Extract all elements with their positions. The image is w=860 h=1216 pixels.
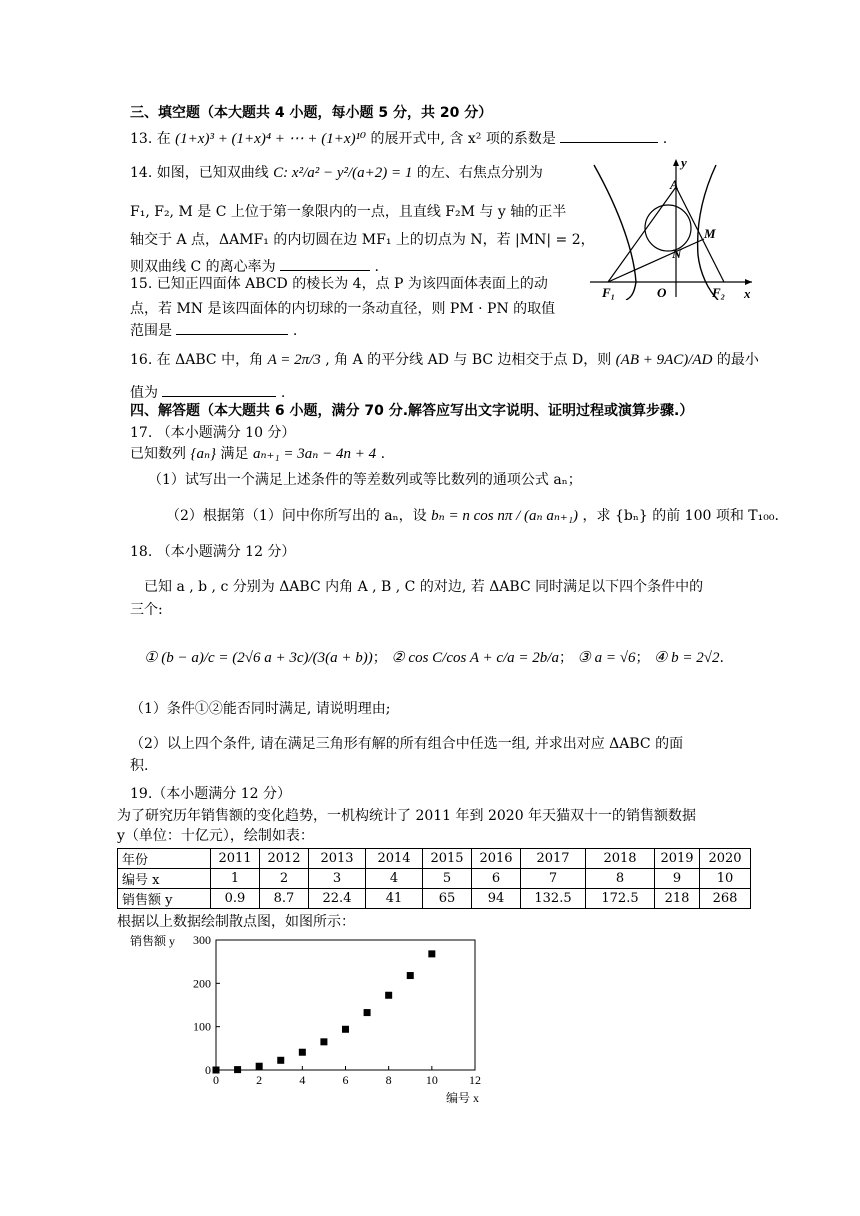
table-cell: 2019: [655, 849, 700, 869]
data-point: [428, 950, 435, 957]
q16-end: .: [280, 385, 286, 401]
q17-sequence: {aₙ}: [190, 446, 217, 462]
y-axis-label: 销售额 y: [130, 934, 176, 948]
question-18-stem1: 已知 a , b , c 分别为 ΔABC 内角 A , B , C 的对边, 若 ΔABC 同时满足以下四个条件中的: [144, 579, 704, 595]
q16-answer-blank[interactable]: [162, 382, 276, 397]
table-cell: 41: [366, 889, 423, 909]
table-cell: 2012: [260, 849, 309, 869]
table-cell: 6: [472, 869, 521, 889]
label-o: O: [657, 285, 667, 300]
q17-part2-suffix: ，求 {bₙ} 的前 100 项和 T₁₀₀.: [582, 508, 779, 524]
question-18-stem2: 三个:: [130, 602, 163, 618]
table-cell: 172.5: [586, 889, 655, 909]
segment-f1-a: [608, 187, 676, 282]
table-cell: 2016: [472, 849, 521, 869]
hyperbola-left-branch: [594, 165, 636, 300]
q17-bn-definition: bₙ = n cos nπ / (aₙ aₙ₊₁): [431, 508, 579, 524]
q15-end: .: [292, 323, 298, 339]
q14-hyperbola-equation: C: x²/a² − y²/(a+2) = 1: [273, 165, 413, 181]
table-cell: 编号 x: [118, 869, 211, 889]
x-tick-label: 2: [256, 1073, 263, 1087]
table-cell: 132.5: [521, 889, 586, 909]
y-tick-label: 100: [193, 1019, 211, 1034]
question-19-stem1: 为了研究历年销售额的变化趋势，一机构统计了 2011 年到 2020 年天猫双十一的销售额数据: [117, 808, 697, 824]
table-row: [118, 849, 751, 869]
table-cell: 22.4: [309, 889, 366, 909]
condition-end: .: [719, 650, 724, 666]
question-15-line3: [130, 320, 297, 341]
segment-f1-m: [608, 239, 704, 282]
question-15-line1: 15. 已知正四面体 ABCD 的棱长为 4，点 P 为该四面体表面上的动: [130, 276, 548, 292]
data-point: [256, 1063, 263, 1070]
question-18-part2-line1: （2）以上四个条件, 请在满足三角形有解的所有组合中任选一组, 并求出对应 ΔABC 的面: [130, 736, 684, 752]
table-cell: 2017: [521, 849, 586, 869]
data-point: [342, 1026, 349, 1033]
x-tick-label: 10: [425, 1073, 438, 1087]
table-cell: 4: [366, 869, 423, 889]
question-15-line2: 点，若 MN 是该四面体的内切球的一条动直径，则 PM · PN 的取值: [130, 301, 556, 317]
question-17-part1: （1）试写出一个满足上述条件的等差数列或等比数列的通项公式 aₙ；: [148, 472, 582, 488]
table-cell: 268: [700, 889, 751, 909]
q16-prefix: 16. 在 ΔABC 中，角: [130, 352, 264, 368]
q17-stem-mid: 满足: [220, 446, 249, 462]
q17-stem-end: .: [380, 446, 386, 462]
q13-answer-blank[interactable]: [560, 128, 658, 143]
scatter-chart: [120, 930, 500, 1110]
q13-expression: (1+x)³ + (1+x)⁴ + ⋯ + (1+x)¹⁰: [175, 131, 367, 147]
q16-mid: , 角 A 的平分线 AD 与 BC 边相交于点 D，则: [325, 352, 612, 368]
sales-table: [117, 848, 751, 909]
condition-separator-2: ；: [558, 650, 573, 666]
condition-3: ③ a = √6: [577, 650, 636, 666]
x-tick-label: 6: [342, 1073, 349, 1087]
table-cell: 2014: [366, 849, 423, 869]
condition-separator-3: ；: [635, 650, 650, 666]
table-cell: 218: [655, 889, 700, 909]
label-m: M: [704, 226, 716, 241]
data-point: [277, 1057, 284, 1064]
table-cell: 3: [309, 869, 366, 889]
question-14-line1: [130, 163, 543, 183]
q16-angle: A = 2π/3: [267, 352, 321, 368]
table-cell: 9: [655, 869, 700, 889]
q16-prefix-line2: 值为: [130, 385, 158, 401]
table-row: [118, 869, 751, 889]
table-cell: 8.7: [260, 889, 309, 909]
label-f1: F₁: [602, 285, 616, 300]
q13-end: .: [662, 131, 668, 147]
question-16-line2: [130, 382, 285, 403]
x-tick-label: 8: [385, 1073, 392, 1087]
q17-stem-prefix: 已知数列: [130, 446, 186, 462]
question-14-line3: 轴交于 A 点，ΔAMF₁ 的内切圆在边 MF₁ 上的切点为 N，若 |MN| = 2，: [130, 232, 595, 248]
q15-prefix: 范围是: [130, 323, 172, 339]
y-tick-label: 200: [193, 976, 211, 991]
table-cell: 2015: [423, 849, 472, 869]
x-tick-label: 4: [299, 1073, 306, 1087]
table-cell: 8: [586, 869, 655, 889]
table-cell: 2013: [309, 849, 366, 869]
label-a: A: [670, 177, 679, 192]
question-18-title: 18. （本小题满分 12 分）: [130, 544, 296, 560]
data-point: [407, 972, 414, 979]
data-point: [213, 1067, 220, 1074]
table-cell: 65: [423, 889, 472, 909]
q17-part2-prefix: （2）根据第（1）问中你所写出的 aₙ，设: [166, 508, 427, 524]
question-19-stem2: y（单位：十亿元），绘制如表：: [117, 828, 314, 844]
table-cell: 年份: [118, 849, 211, 869]
q14-answer-blank[interactable]: [280, 256, 370, 271]
q14-prefix-line4: 则双曲线 C 的离心率为: [130, 259, 276, 275]
condition-separator-1: ；: [372, 650, 387, 666]
table-cell: 2018: [586, 849, 655, 869]
question-17-part2: [166, 506, 779, 526]
q14-end: .: [374, 259, 379, 275]
table-cell: 94: [472, 889, 521, 909]
question-14-line2: F₁, F₂, M 是 C 上位于第一象限内的一点，且直线 F₂M 与 y 轴的正半: [130, 204, 567, 220]
table-row: [118, 889, 751, 909]
condition-4: ④ b = 2√2: [653, 650, 720, 666]
x-tick-label: 0: [213, 1073, 219, 1087]
table-cell: 1: [211, 869, 260, 889]
q16-ratio: (AB + 9AC)/AD: [615, 352, 713, 368]
x-axis-label: 编号 x: [446, 1091, 480, 1105]
hyperbola-figure: [582, 155, 762, 300]
q17-recurrence: aₙ₊₁ = 3aₙ − 4n + 4: [252, 446, 377, 462]
section4-heading: 四、解答题（本大题共 6 小题，满分 70 分.解答应写出文字说明、证明过程或演算步骤.）: [130, 403, 694, 419]
data-point: [385, 992, 392, 999]
q14-prefix: 14. 如图，已知双曲线: [130, 165, 269, 181]
x-axis-arrow-icon: [745, 279, 752, 285]
table-cell: 5: [423, 869, 472, 889]
label-n: N: [672, 246, 682, 261]
question-19-after-table: 根据以上数据绘制散点图，如图所示：: [117, 914, 355, 930]
incircle: [645, 205, 691, 251]
question-17-stem: [130, 444, 385, 464]
q13-suffix: 的展开式中, 含 x² 项的系数是: [370, 131, 556, 147]
label-y: y: [681, 155, 687, 170]
y-axis-arrow-icon: [673, 159, 679, 166]
q14-suffix: 的左、右焦点分别为: [416, 165, 543, 181]
x-tick-label: 12: [469, 1073, 481, 1087]
label-x: x: [744, 286, 751, 300]
y-tick-label: 300: [193, 933, 211, 947]
table-cell: 销售额 y: [118, 889, 211, 909]
table-cell: 10: [700, 869, 751, 889]
data-point: [299, 1049, 306, 1056]
q16-suffix: 的最小: [716, 352, 759, 368]
question-18-part1: （1）条件①②能否同时满足, 请说明理由;: [130, 701, 391, 717]
question-19-title: 19.（本小题满分 12 分）: [130, 786, 291, 802]
data-point: [320, 1038, 327, 1045]
data-point: [234, 1066, 241, 1073]
y-tick-label: 0: [205, 1063, 211, 1077]
plot-frame: [216, 940, 475, 1070]
q15-answer-blank[interactable]: [176, 320, 288, 335]
table-cell: 0.9: [211, 889, 260, 909]
table-cell: 2011: [211, 849, 260, 869]
section3-heading: 三、填空题（本大题共 4 小题，每小题 5 分，共 20 分）: [130, 105, 493, 121]
condition-2: ② cos C/cos A + c/a = 2b/a: [391, 650, 559, 666]
question-18-conditions: [144, 648, 724, 668]
label-f2: F₂: [712, 285, 726, 300]
table-cell: 2: [260, 869, 309, 889]
question-16-line1: [130, 350, 759, 370]
table-cell: 2020: [700, 849, 751, 869]
condition-1: ① (b − a)/c = (2√6 a + 3c)/(3(a + b)): [144, 650, 373, 666]
table-cell: 7: [521, 869, 586, 889]
question-13: [130, 128, 667, 149]
question-18-part2-line2: 积.: [130, 758, 149, 774]
question-17-title: 17. （本小题满分 10 分）: [130, 425, 296, 441]
data-point: [364, 1009, 371, 1016]
q13-prefix: 13. 在: [130, 131, 171, 147]
